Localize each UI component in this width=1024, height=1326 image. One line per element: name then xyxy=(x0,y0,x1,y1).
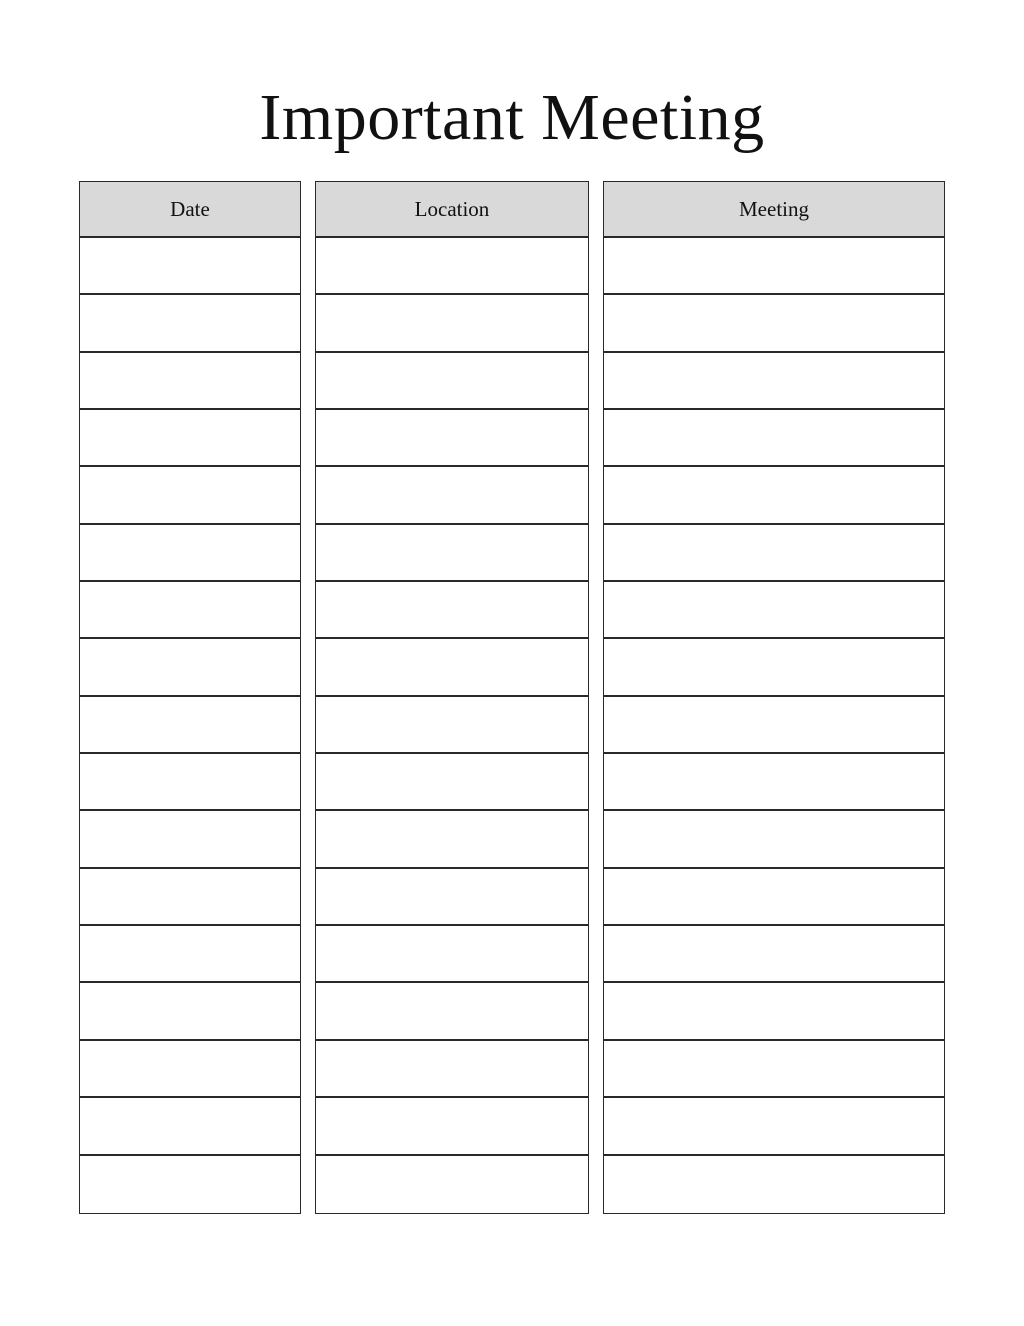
date-entry-row[interactable] xyxy=(80,295,300,352)
location-entry-row[interactable] xyxy=(316,639,588,696)
location-rows xyxy=(316,238,588,1213)
location-entry-row[interactable] xyxy=(316,811,588,868)
meeting-entry-row[interactable] xyxy=(604,754,944,811)
meeting-column-header: Meeting xyxy=(604,182,944,238)
date-entry-row[interactable] xyxy=(80,353,300,410)
location-entry-row[interactable] xyxy=(316,1156,588,1213)
meeting-entry-row[interactable] xyxy=(604,525,944,582)
location-entry-row[interactable] xyxy=(316,238,588,295)
meeting-column xyxy=(603,181,945,1214)
date-entry-row[interactable] xyxy=(80,926,300,983)
location-entry-row[interactable] xyxy=(316,525,588,582)
location-entry-row[interactable] xyxy=(316,869,588,926)
date-entry-row[interactable] xyxy=(80,639,300,696)
date-column xyxy=(79,181,301,1214)
location-column-header: Location xyxy=(316,182,588,238)
meeting-entry-row[interactable] xyxy=(604,238,944,295)
meeting-entry-row[interactable] xyxy=(604,811,944,868)
meeting-entry-row[interactable] xyxy=(604,353,944,410)
meeting-entry-row[interactable] xyxy=(604,467,944,524)
date-entry-row[interactable] xyxy=(80,1098,300,1155)
meeting-entry-row[interactable] xyxy=(604,926,944,983)
location-entry-row[interactable] xyxy=(316,467,588,524)
date-entry-row[interactable] xyxy=(80,983,300,1040)
page-title: Important Meeting xyxy=(259,81,765,154)
date-entry-row[interactable] xyxy=(80,467,300,524)
location-entry-row[interactable] xyxy=(316,983,588,1040)
location-entry-row[interactable] xyxy=(316,754,588,811)
location-entry-row[interactable] xyxy=(316,410,588,467)
meeting-entry-row[interactable] xyxy=(604,295,944,352)
date-entry-row[interactable] xyxy=(80,697,300,754)
location-entry-row[interactable] xyxy=(316,295,588,352)
meeting-entry-row[interactable] xyxy=(604,1041,944,1098)
date-entry-row[interactable] xyxy=(80,754,300,811)
meeting-entry-row[interactable] xyxy=(604,582,944,639)
date-entry-row[interactable] xyxy=(80,238,300,295)
location-entry-row[interactable] xyxy=(316,353,588,410)
date-entry-row[interactable] xyxy=(80,811,300,868)
date-entry-row[interactable] xyxy=(80,1041,300,1098)
location-column xyxy=(315,181,589,1214)
location-entry-row[interactable] xyxy=(316,1041,588,1098)
date-entry-row[interactable] xyxy=(80,410,300,467)
location-entry-row[interactable] xyxy=(316,697,588,754)
meeting-entry-row[interactable] xyxy=(604,410,944,467)
meeting-entry-row[interactable] xyxy=(604,1098,944,1155)
location-entry-row[interactable] xyxy=(316,582,588,639)
meeting-entry-row[interactable] xyxy=(604,869,944,926)
location-entry-row[interactable] xyxy=(316,926,588,983)
meeting-entry-row[interactable] xyxy=(604,1156,944,1213)
date-entry-row[interactable] xyxy=(80,869,300,926)
date-entry-row[interactable] xyxy=(80,525,300,582)
meeting-rows xyxy=(604,238,944,1213)
date-entry-row[interactable] xyxy=(80,582,300,639)
meeting-entry-row[interactable] xyxy=(604,697,944,754)
location-entry-row[interactable] xyxy=(316,1098,588,1155)
meeting-entry-row[interactable] xyxy=(604,639,944,696)
meeting-entry-row[interactable] xyxy=(604,983,944,1040)
date-rows xyxy=(80,238,300,1213)
date-entry-row[interactable] xyxy=(80,1156,300,1213)
date-column-header: Date xyxy=(80,182,300,238)
